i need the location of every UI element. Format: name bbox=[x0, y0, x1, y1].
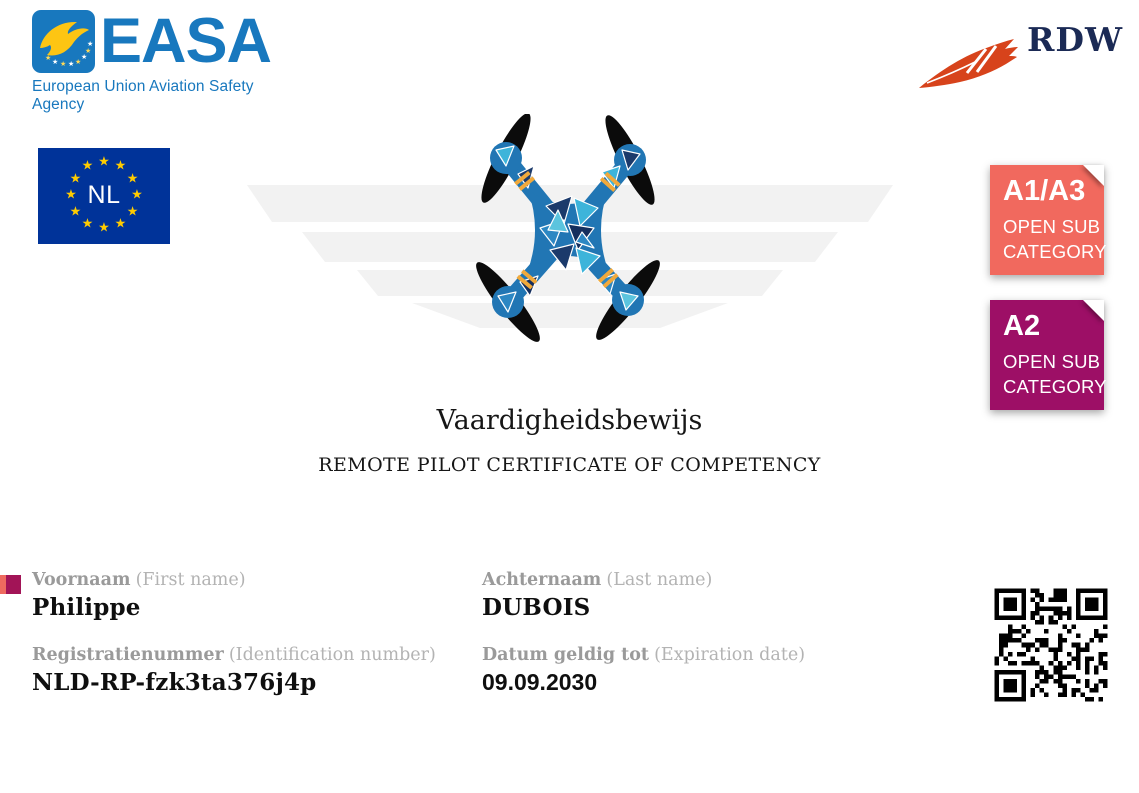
eu-star-icon: ★ bbox=[114, 158, 127, 174]
field-label: Achternaam bbox=[482, 570, 602, 590]
svg-text:★: ★ bbox=[81, 53, 88, 61]
field-first-name bbox=[32, 570, 472, 621]
eu-star-icon: ★ bbox=[131, 187, 143, 203]
rdw-feather-icon bbox=[915, 22, 1023, 94]
eu-star-icon: ★ bbox=[69, 204, 82, 219]
certificate-subtitle: REMOTE PILOT CERTIFICATE OF COMPETENCY bbox=[318, 454, 821, 476]
eu-flag-country-code: NL bbox=[87, 180, 121, 209]
qr-code bbox=[990, 584, 1112, 706]
svg-text:★: ★ bbox=[52, 58, 59, 66]
eu-star-icon: ★ bbox=[126, 204, 139, 219]
badge-sub-line1: OPEN SUB bbox=[1003, 216, 1101, 237]
corner-fold-icon bbox=[1083, 165, 1104, 186]
category-color-marker bbox=[0, 575, 21, 594]
eu-star-icon: ★ bbox=[81, 158, 94, 174]
eu-star-icon: ★ bbox=[65, 187, 77, 203]
eu-star-icon: ★ bbox=[114, 216, 127, 232]
rdw-wordmark: RDW bbox=[1027, 20, 1124, 59]
badge-code: A2 bbox=[1003, 310, 1041, 342]
field-value: Philippe bbox=[32, 594, 141, 621]
field-label-en: (Identification number) bbox=[228, 645, 436, 665]
svg-text:★: ★ bbox=[68, 60, 75, 68]
svg-text:★: ★ bbox=[45, 54, 52, 62]
badge-sub-line2: CATEGORY bbox=[1003, 241, 1107, 262]
field-value: 09.09.2030 bbox=[482, 669, 598, 695]
field-label: Registratienummer bbox=[32, 645, 224, 665]
certificate-title: Vaardigheidsbewijs bbox=[436, 405, 703, 436]
svg-text:★: ★ bbox=[85, 47, 92, 55]
corner-fold-icon bbox=[1083, 300, 1104, 321]
field-label-en: (First name) bbox=[135, 570, 246, 590]
rdw-logo bbox=[915, 14, 1124, 94]
badge-a2-open-subcategory bbox=[990, 300, 1107, 410]
svg-text:★: ★ bbox=[87, 40, 94, 48]
badge-sub-line1: OPEN SUB bbox=[1003, 351, 1101, 372]
easa-logo bbox=[32, 6, 282, 114]
badge-sub-line2: CATEGORY bbox=[1003, 376, 1107, 397]
field-label: Datum geldig tot bbox=[482, 645, 650, 665]
easa-wordmark: EASA bbox=[100, 6, 272, 76]
field-label: Voornaam bbox=[32, 570, 131, 590]
eu-star-icon: ★ bbox=[69, 171, 82, 186]
field-identification-number bbox=[32, 645, 472, 696]
eu-star-icon: ★ bbox=[98, 220, 110, 236]
eu-star-icon: ★ bbox=[81, 216, 94, 232]
eu-star-icon: ★ bbox=[98, 154, 110, 170]
easa-bird-icon bbox=[32, 10, 95, 73]
eu-star-icon: ★ bbox=[126, 171, 139, 186]
easa-tagline: European Union Aviation Safety Agency bbox=[32, 78, 254, 113]
field-last-name bbox=[482, 570, 922, 621]
badge-a1a3-open-subcategory bbox=[990, 165, 1107, 275]
field-value: DUBOIS bbox=[482, 594, 591, 621]
field-label-en: (Expiration date) bbox=[654, 645, 806, 665]
badge-code: A1/A3 bbox=[1003, 175, 1086, 207]
svg-text:★: ★ bbox=[75, 58, 82, 66]
field-expiration-date bbox=[482, 645, 922, 696]
field-label-en: (Last name) bbox=[606, 570, 713, 590]
eu-flag bbox=[38, 148, 170, 244]
drone-image bbox=[448, 114, 688, 354]
field-value: NLD-RP-fzk3ta376j4p bbox=[32, 669, 317, 696]
svg-text:★: ★ bbox=[60, 60, 67, 68]
